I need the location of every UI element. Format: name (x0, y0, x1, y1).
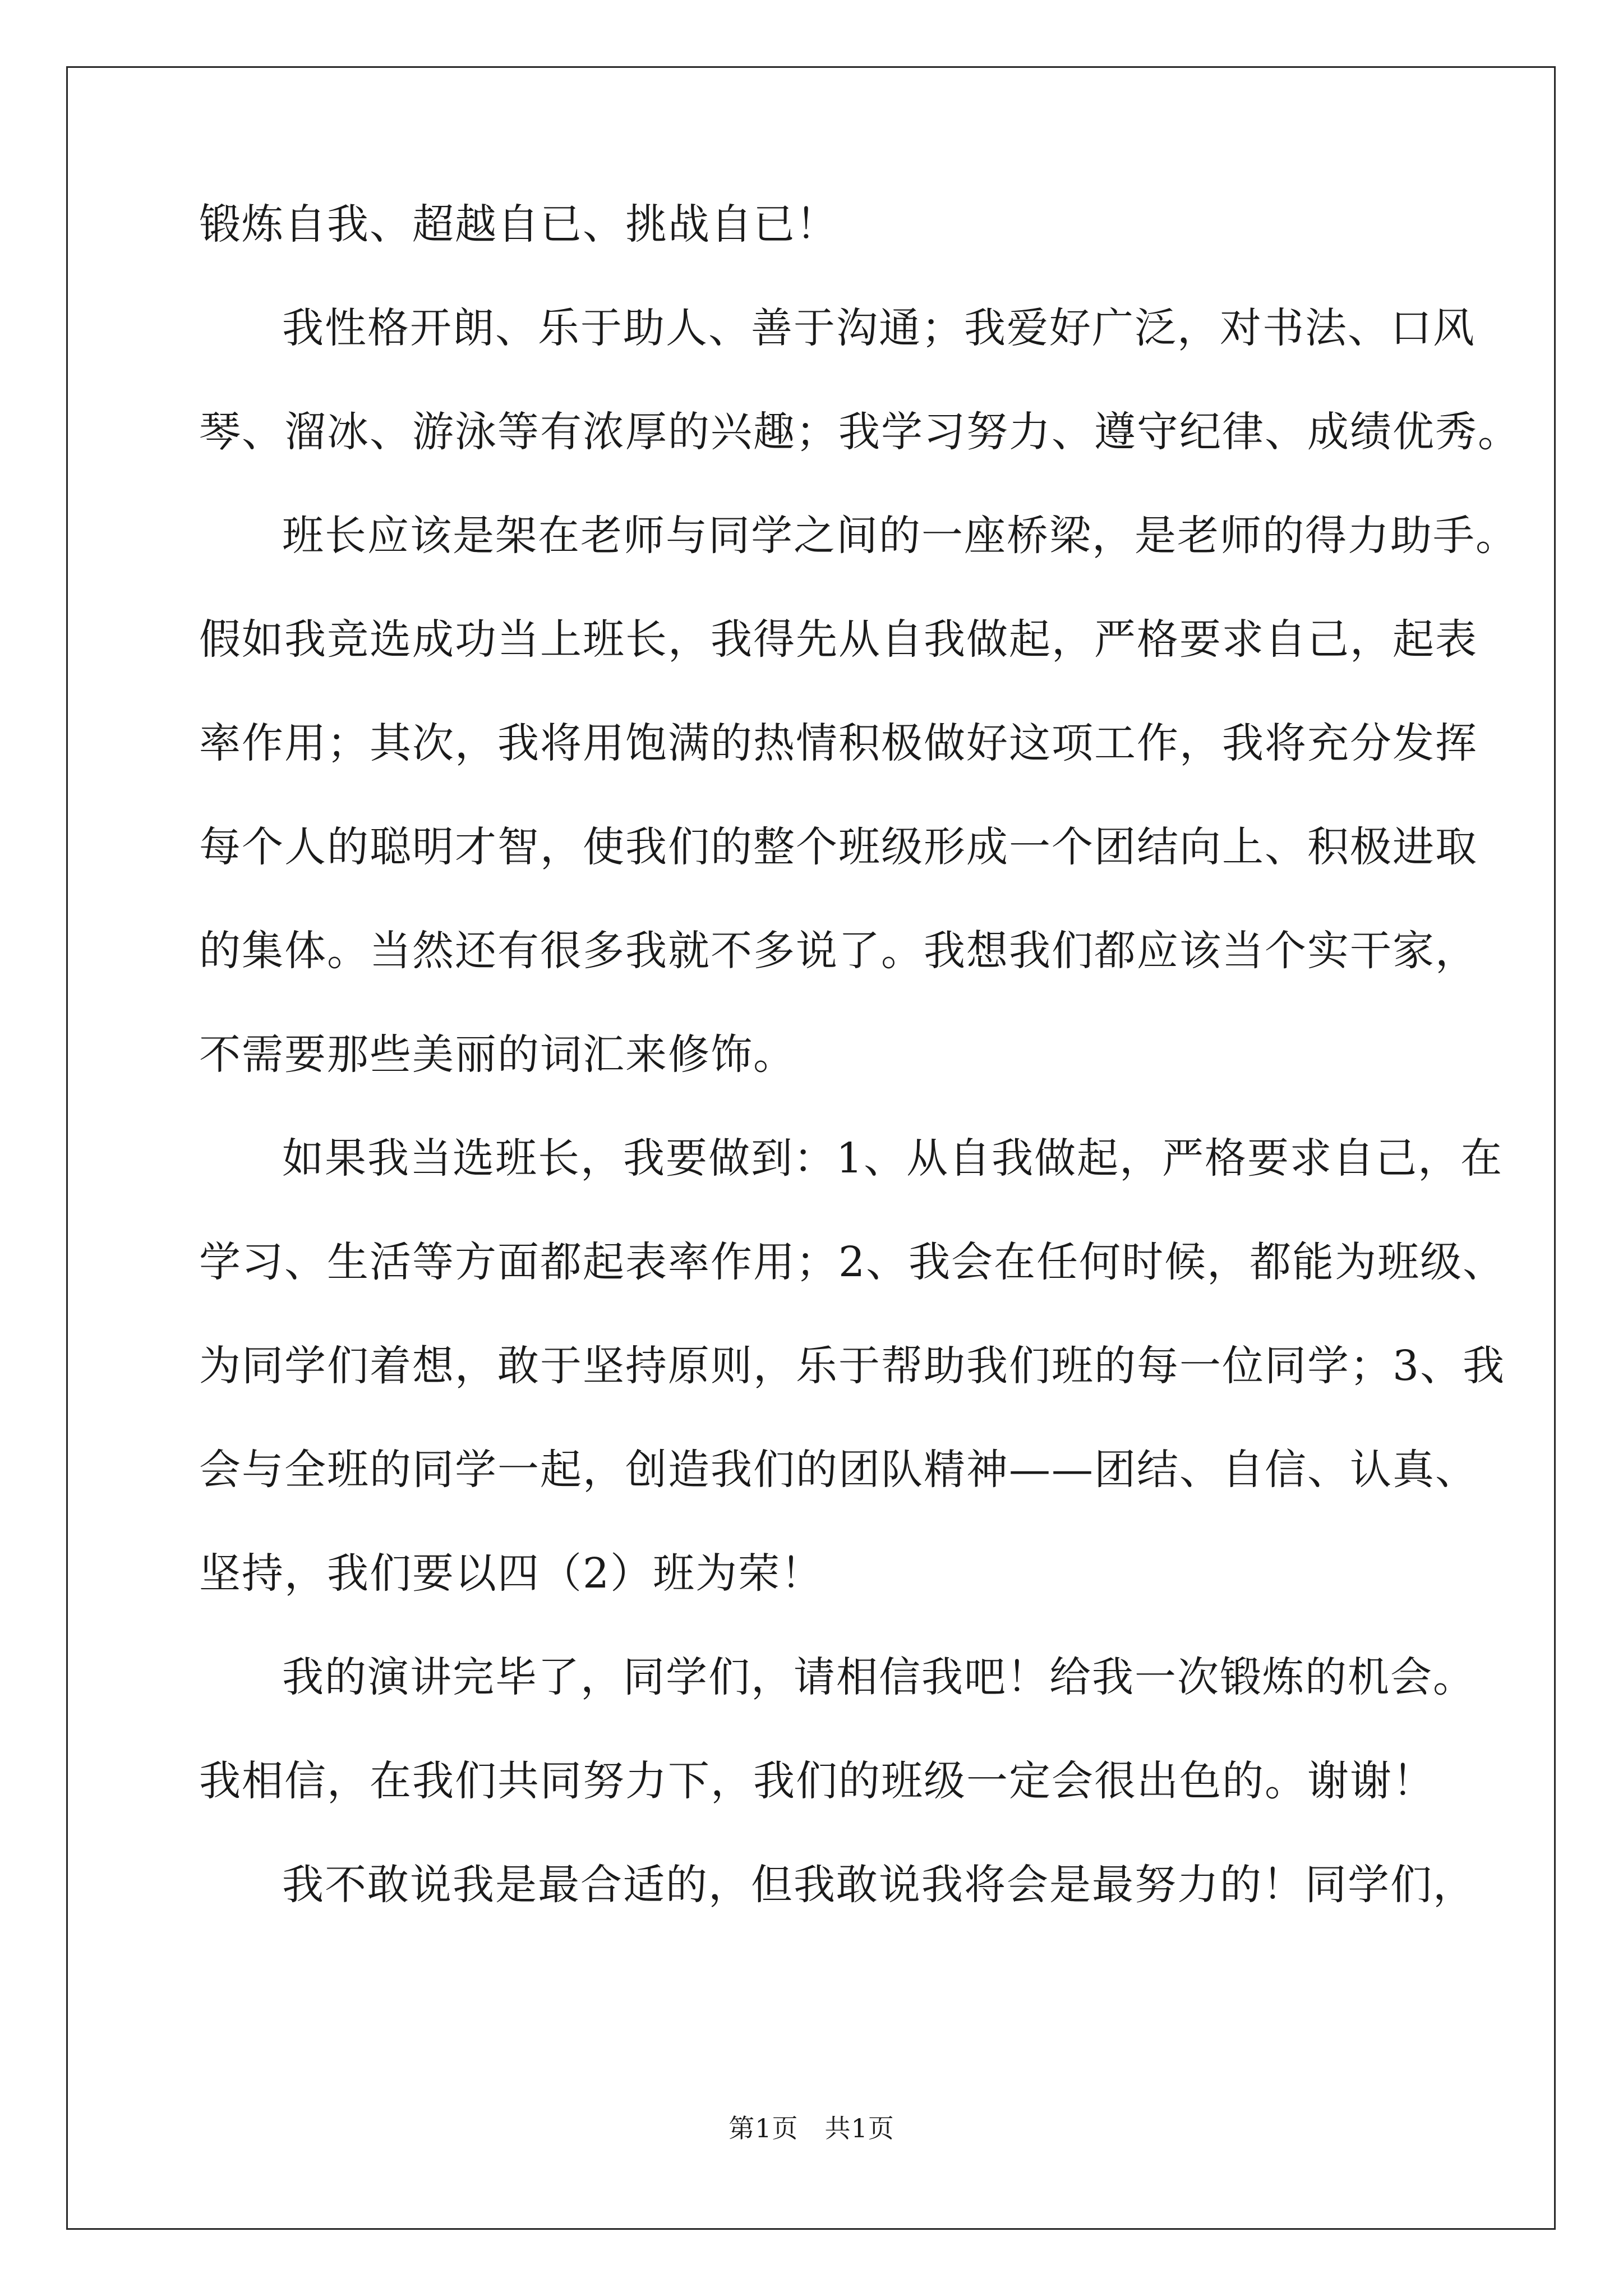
page-footer (0, 2108, 1623, 2145)
text-line-5: 假如我竞选成功当上班长，我得先从自我做起，严格要求自己，起表 (199, 615, 1478, 664)
text-line-7: 每个人的聪明才智，使我们的整个班级形成一个团结向上、积极进取 (199, 823, 1478, 871)
text-line-3: 琴、溜冰、游泳等有浓厚的兴趣；我学习努力、遵守纪律、成绩优秀。 (199, 408, 1520, 456)
text-line-12: 为同学们着想，敢于坚持原则，乐于帮助我们班的每一位同学；3、我 (199, 1342, 1506, 1390)
text-line-1: 锻炼自我、超越自已、挑战自已！ (199, 200, 838, 249)
text-line-13: 会与全班的同学一起，创造我们的团队精神——团结、自信、认真、 (199, 1446, 1478, 1494)
text-line-8: 的集体。当然还有很多我就不多说了。我想我们都应该当个实干家， (199, 927, 1478, 975)
text-line-9: 不需要那些美丽的词汇来修饰。 (199, 1030, 796, 1079)
text-line-11: 学习、生活等方面都起表率作用；2、我会在任何时候，都能为班级、 (199, 1238, 1506, 1286)
text-line-15: 我的演讲完毕了，同学们，请相信我吧！给我一次锻炼的机会。 (282, 1653, 1476, 1701)
text-line-2: 我性格开朗、乐于助人、善于沟通；我爱好广泛，对书法、口风 (282, 304, 1476, 352)
page-number-label: 第1页 共1页 (728, 2113, 895, 2143)
text-line-17: 我不敢说我是最合适的，但我敢说我将会是最努力的！同学们， (282, 1861, 1476, 1909)
text-line-16: 我相信，在我们共同努力下，我们的班级一定会很出色的。谢谢！ (199, 1757, 1435, 1805)
text-line-6: 率作用；其次，我将用饱满的热情积极做好这项工作，我将充分发挥 (199, 719, 1478, 767)
text-line-10: 如果我当选班长，我要做到：1、从自我做起，严格要求自己，在 (282, 1134, 1504, 1182)
text-line-4: 班长应该是架在老师与同学之间的一座桥梁，是老师的得力助手。 (282, 512, 1518, 560)
text-line-14: 坚持，我们要以四（2）班为荣！ (199, 1549, 824, 1598)
